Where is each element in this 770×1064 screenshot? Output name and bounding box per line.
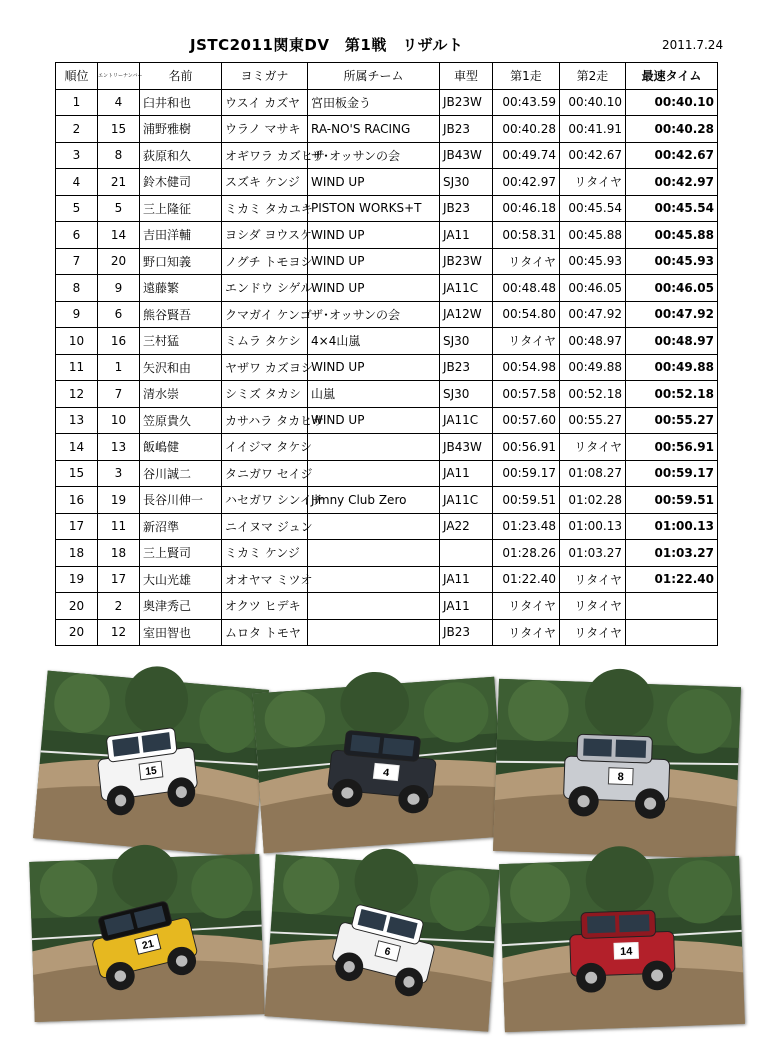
col-best-time: 最速タイム — [626, 63, 718, 90]
team-cell: ザ･オッサンの会 — [308, 142, 440, 169]
table-row — [56, 248, 718, 275]
entry-cell: 8 — [98, 142, 140, 169]
table-row — [56, 89, 718, 116]
run2-cell: 00:52.18 — [560, 381, 626, 408]
run1-cell: リタイヤ — [493, 248, 560, 275]
best-time-cell: 00:42.97 — [626, 169, 718, 196]
team-cell: 4×4山嵐 — [308, 328, 440, 355]
car-cell: JB23 — [440, 195, 493, 222]
best-time-cell: 00:45.93 — [626, 248, 718, 275]
team-cell: ザ･オッサンの会 — [308, 301, 440, 328]
table-row — [56, 142, 718, 169]
team-cell: 宮田板金う — [308, 89, 440, 116]
run2-cell: リタイヤ — [560, 619, 626, 646]
entry-cell: 20 — [98, 248, 140, 275]
car-cell: JB23 — [440, 116, 493, 143]
car-cell: JB43W — [440, 142, 493, 169]
car-number-plate: 21 — [141, 938, 156, 953]
kana-cell: ノグチ トモヨシ — [222, 248, 308, 275]
rank-cell: 20 — [56, 619, 98, 646]
run2-cell: 00:45.54 — [560, 195, 626, 222]
run2-cell: 01:08.27 — [560, 460, 626, 487]
rank-cell: 20 — [56, 593, 98, 620]
entry-cell: 5 — [98, 195, 140, 222]
entry-cell: 1 — [98, 354, 140, 381]
car-cell — [440, 540, 493, 567]
table-row — [56, 195, 718, 222]
car-cell: JB23W — [440, 89, 493, 116]
car-number-plate: 4 — [382, 766, 390, 779]
entry-cell: 4 — [98, 89, 140, 116]
name-cell: 臼井和也 — [140, 89, 222, 116]
run1-cell: 01:22.40 — [493, 566, 560, 593]
run2-cell: 00:45.88 — [560, 222, 626, 249]
car-cell: JB43W — [440, 434, 493, 461]
name-cell: 矢沢和由 — [140, 354, 222, 381]
run2-cell: リタイヤ — [560, 169, 626, 196]
table-row — [56, 487, 718, 514]
car-number-plate: 8 — [617, 771, 625, 784]
entry-cell: 10 — [98, 407, 140, 434]
run1-cell: 00:46.18 — [493, 195, 560, 222]
name-cell: 清水崇 — [140, 381, 222, 408]
team-cell — [308, 434, 440, 461]
rank-cell: 18 — [56, 540, 98, 567]
table-row — [56, 381, 718, 408]
col-kana: ヨミガナ — [222, 63, 308, 90]
kana-cell: ミカミ タカユキ — [222, 195, 308, 222]
col-run1: 第1走 — [493, 63, 560, 90]
team-cell: WIND UP — [308, 169, 440, 196]
run1-cell: 00:43.59 — [493, 89, 560, 116]
team-cell — [308, 566, 440, 593]
name-cell: 笠原貴久 — [140, 407, 222, 434]
kana-cell: オオヤマ ミツオ — [222, 566, 308, 593]
entry-cell: 11 — [98, 513, 140, 540]
run1-cell: 00:57.60 — [493, 407, 560, 434]
rank-cell: 1 — [56, 89, 98, 116]
entry-cell: 9 — [98, 275, 140, 302]
rank-cell: 10 — [56, 328, 98, 355]
car-cell: JA11 — [440, 222, 493, 249]
col-car: 車型 — [440, 63, 493, 90]
event-date: 2011.7.24 — [662, 38, 724, 52]
car-cell: JA11 — [440, 593, 493, 620]
kana-cell: カサハラ タカヒサ — [222, 407, 308, 434]
col-run2: 第2走 — [560, 63, 626, 90]
kana-cell: スズキ ケンジ — [222, 169, 308, 196]
run1-cell: 00:49.74 — [493, 142, 560, 169]
kana-cell: シミズ タカシ — [222, 381, 308, 408]
table-row — [56, 275, 718, 302]
best-time-cell: 00:59.51 — [626, 487, 718, 514]
rank-cell: 7 — [56, 248, 98, 275]
best-time-cell: 01:22.40 — [626, 566, 718, 593]
best-time-cell: 00:55.27 — [626, 407, 718, 434]
rank-cell: 19 — [56, 566, 98, 593]
results-table — [55, 62, 718, 646]
team-cell — [308, 593, 440, 620]
page-title: JSTC2011関東DV 第1戦 リザルト — [190, 36, 464, 54]
team-cell: Jimny Club Zero — [308, 487, 440, 514]
run1-cell: リタイヤ — [493, 328, 560, 355]
team-cell: PISTON WORKS+T — [308, 195, 440, 222]
team-cell — [308, 460, 440, 487]
team-cell: WIND UP — [308, 407, 440, 434]
name-cell: 飯嶋健 — [140, 434, 222, 461]
best-time-cell: 00:42.67 — [626, 142, 718, 169]
rank-cell: 3 — [56, 142, 98, 169]
rank-cell: 4 — [56, 169, 98, 196]
kana-cell: ミカミ ケンジ — [222, 540, 308, 567]
col-team: 所属チーム — [308, 63, 440, 90]
best-time-cell: 01:03.27 — [626, 540, 718, 567]
run1-cell: 00:54.80 — [493, 301, 560, 328]
entry-cell: 7 — [98, 381, 140, 408]
run1-cell: 00:56.91 — [493, 434, 560, 461]
event-photo — [499, 856, 745, 1032]
event-photo — [265, 854, 500, 1031]
name-cell: 遠藤繁 — [140, 275, 222, 302]
car-number-plate: 6 — [383, 946, 392, 959]
name-cell: 室田智也 — [140, 619, 222, 646]
run1-cell: 00:54.98 — [493, 354, 560, 381]
team-cell: WIND UP — [308, 275, 440, 302]
car-cell: JB23W — [440, 248, 493, 275]
team-cell: 山嵐 — [308, 381, 440, 408]
name-cell: 新沼準 — [140, 513, 222, 540]
run1-cell: 00:57.58 — [493, 381, 560, 408]
team-cell: RA-NO'S RACING — [308, 116, 440, 143]
rank-cell: 15 — [56, 460, 98, 487]
table-row — [56, 540, 718, 567]
best-time-cell: 00:48.97 — [626, 328, 718, 355]
entry-cell: 12 — [98, 619, 140, 646]
entry-cell: 21 — [98, 169, 140, 196]
table-row — [56, 301, 718, 328]
best-time-cell: 00:46.05 — [626, 275, 718, 302]
rank-cell: 8 — [56, 275, 98, 302]
car-cell: JA11C — [440, 407, 493, 434]
table-row — [56, 354, 718, 381]
kana-cell: オギワラ カズヒサ — [222, 142, 308, 169]
run2-cell: 00:47.92 — [560, 301, 626, 328]
name-cell: 奥津秀己 — [140, 593, 222, 620]
best-time-cell: 00:45.54 — [626, 195, 718, 222]
kana-cell: クマガイ ケンゴ — [222, 301, 308, 328]
rank-cell: 12 — [56, 381, 98, 408]
run1-cell: 00:48.48 — [493, 275, 560, 302]
table-row — [56, 407, 718, 434]
kana-cell: イイジマ タケシ — [222, 434, 308, 461]
run1-cell: 00:59.17 — [493, 460, 560, 487]
run2-cell: リタイヤ — [560, 593, 626, 620]
run2-cell: 01:02.28 — [560, 487, 626, 514]
col-entry-number: エントリーナンバー — [98, 63, 140, 90]
best-time-cell — [626, 619, 718, 646]
name-cell: 大山光雄 — [140, 566, 222, 593]
team-cell: WIND UP — [308, 354, 440, 381]
entry-cell: 2 — [98, 593, 140, 620]
car-cell: JA11 — [440, 566, 493, 593]
run2-cell: 00:46.05 — [560, 275, 626, 302]
best-time-cell: 00:56.91 — [626, 434, 718, 461]
run2-cell: 00:45.93 — [560, 248, 626, 275]
entry-cell: 15 — [98, 116, 140, 143]
entry-cell: 16 — [98, 328, 140, 355]
rank-cell: 6 — [56, 222, 98, 249]
kana-cell: ムロタ トモヤ — [222, 619, 308, 646]
team-cell: WIND UP — [308, 222, 440, 249]
table-row — [56, 566, 718, 593]
run1-cell: 01:23.48 — [493, 513, 560, 540]
run2-cell: 00:48.97 — [560, 328, 626, 355]
entry-cell: 6 — [98, 301, 140, 328]
run2-cell: 00:40.10 — [560, 89, 626, 116]
kana-cell: オクツ ヒデキ — [222, 593, 308, 620]
table-row — [56, 460, 718, 487]
table-row — [56, 116, 718, 143]
car-cell: JB23 — [440, 619, 493, 646]
best-time-cell — [626, 593, 718, 620]
best-time-cell: 00:47.92 — [626, 301, 718, 328]
run2-cell: リタイヤ — [560, 566, 626, 593]
name-cell: 鈴木健司 — [140, 169, 222, 196]
run1-cell: 00:58.31 — [493, 222, 560, 249]
kana-cell: エンドウ シゲル — [222, 275, 308, 302]
run2-cell: 00:55.27 — [560, 407, 626, 434]
run1-cell: 00:40.28 — [493, 116, 560, 143]
kana-cell: ウラノ マサキ — [222, 116, 308, 143]
team-cell — [308, 513, 440, 540]
name-cell: 谷川誠二 — [140, 460, 222, 487]
entry-cell: 17 — [98, 566, 140, 593]
run2-cell: 00:42.67 — [560, 142, 626, 169]
best-time-cell: 00:59.17 — [626, 460, 718, 487]
kana-cell: ミムラ タケシ — [222, 328, 308, 355]
rank-cell: 11 — [56, 354, 98, 381]
event-photo — [493, 679, 741, 859]
car-cell: JA11 — [440, 460, 493, 487]
rank-cell: 5 — [56, 195, 98, 222]
team-cell — [308, 619, 440, 646]
name-cell: 長谷川伸一 — [140, 487, 222, 514]
rank-cell: 9 — [56, 301, 98, 328]
table-row — [56, 169, 718, 196]
run1-cell: リタイヤ — [493, 593, 560, 620]
car-cell: JA22 — [440, 513, 493, 540]
run2-cell: 00:49.88 — [560, 354, 626, 381]
car-cell: JB23 — [440, 354, 493, 381]
kana-cell: ヤザワ カズヨシ — [222, 354, 308, 381]
entry-cell: 19 — [98, 487, 140, 514]
run2-cell: リタイヤ — [560, 434, 626, 461]
car-cell: JA12W — [440, 301, 493, 328]
name-cell: 三上隆征 — [140, 195, 222, 222]
table-row — [56, 593, 718, 620]
rank-cell: 16 — [56, 487, 98, 514]
kana-cell: ヨシダ ヨウスケ — [222, 222, 308, 249]
car-number-plate: 14 — [619, 945, 633, 958]
col-rank: 順位 — [56, 63, 98, 90]
name-cell: 三上賢司 — [140, 540, 222, 567]
kana-cell: ウスイ カズヤ — [222, 89, 308, 116]
run1-cell: リタイヤ — [493, 619, 560, 646]
run2-cell: 01:00.13 — [560, 513, 626, 540]
kana-cell: タニガワ セイジ — [222, 460, 308, 487]
entry-cell: 3 — [98, 460, 140, 487]
best-time-cell: 00:40.10 — [626, 89, 718, 116]
rank-cell: 14 — [56, 434, 98, 461]
table-row — [56, 434, 718, 461]
car-cell: SJ30 — [440, 328, 493, 355]
table-row — [56, 222, 718, 249]
event-photo — [29, 854, 264, 1022]
run1-cell: 00:42.97 — [493, 169, 560, 196]
event-photo — [33, 671, 269, 858]
run1-cell: 01:28.26 — [493, 540, 560, 567]
name-cell: 浦野雅樹 — [140, 116, 222, 143]
car-cell: SJ30 — [440, 381, 493, 408]
col-name: 名前 — [140, 63, 222, 90]
rank-cell: 17 — [56, 513, 98, 540]
car-cell: SJ30 — [440, 169, 493, 196]
car-cell: JA11C — [440, 487, 493, 514]
event-photo — [253, 677, 506, 853]
car-cell: JA11C — [440, 275, 493, 302]
name-cell: 吉田洋輔 — [140, 222, 222, 249]
best-time-cell: 00:45.88 — [626, 222, 718, 249]
best-time-cell: 00:49.88 — [626, 354, 718, 381]
best-time-cell: 01:00.13 — [626, 513, 718, 540]
run2-cell: 00:41.91 — [560, 116, 626, 143]
best-time-cell: 00:52.18 — [626, 381, 718, 408]
name-cell: 野口知義 — [140, 248, 222, 275]
rank-cell: 13 — [56, 407, 98, 434]
table-row — [56, 328, 718, 355]
name-cell: 熊谷賢吾 — [140, 301, 222, 328]
team-cell: WIND UP — [308, 248, 440, 275]
header-row — [56, 63, 718, 90]
entry-cell: 13 — [98, 434, 140, 461]
entry-cell: 18 — [98, 540, 140, 567]
run2-cell: 01:03.27 — [560, 540, 626, 567]
name-cell: 三村猛 — [140, 328, 222, 355]
run1-cell: 00:59.51 — [493, 487, 560, 514]
kana-cell: ハセガワ シンイチ — [222, 487, 308, 514]
kana-cell: ニイヌマ ジュン — [222, 513, 308, 540]
rank-cell: 2 — [56, 116, 98, 143]
table-row — [56, 513, 718, 540]
car-number-plate: 15 — [144, 764, 158, 779]
best-time-cell: 00:40.28 — [626, 116, 718, 143]
name-cell: 荻原和久 — [140, 142, 222, 169]
entry-cell: 14 — [98, 222, 140, 249]
table-row — [56, 619, 718, 646]
team-cell — [308, 540, 440, 567]
